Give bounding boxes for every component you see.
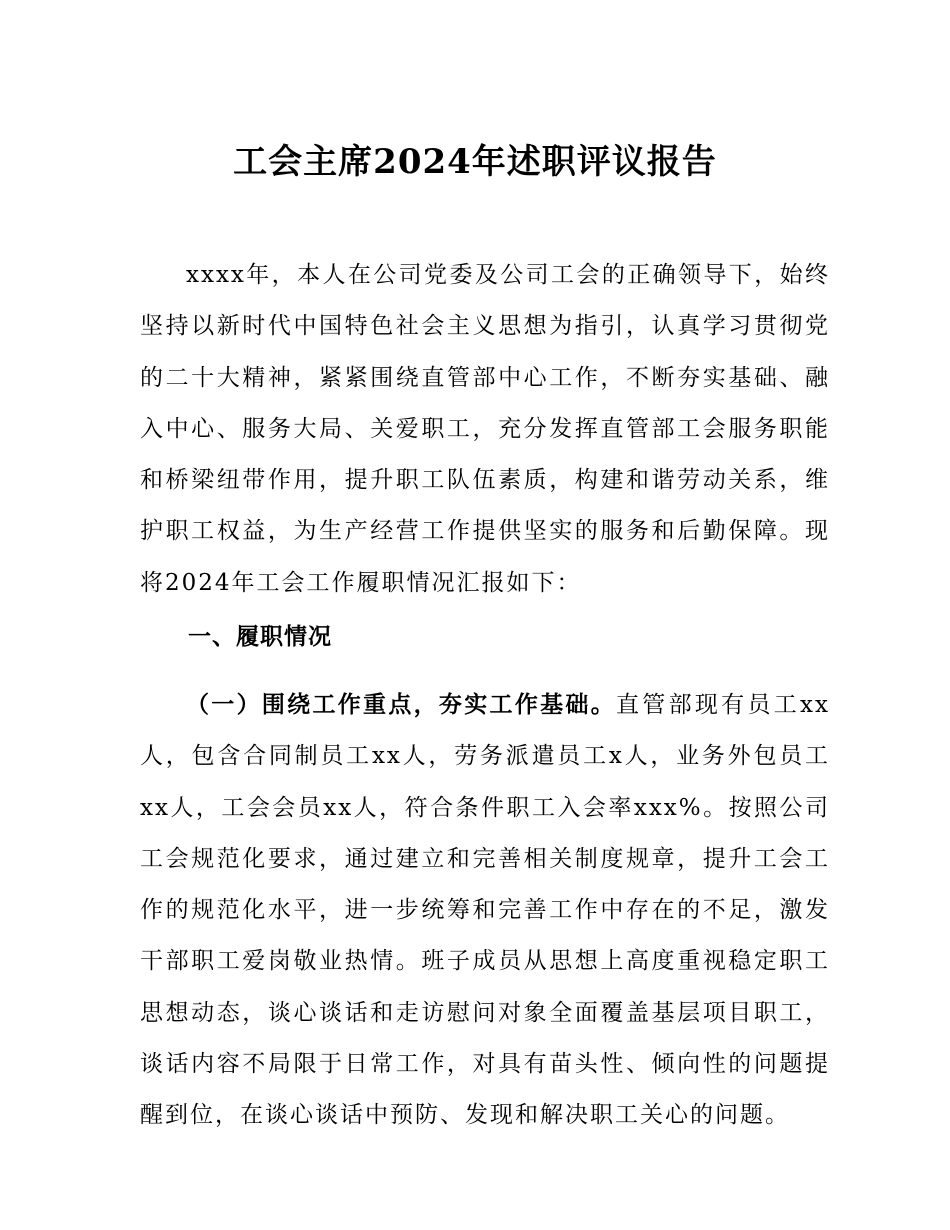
- subsection-paragraph-container: [140, 680, 830, 1142]
- intro-paragraph-container: [140, 250, 830, 609]
- intro-paragraph: xxxx年，本人在公司党委及公司工会的正确领导下，始终坚持以新时代中国特色社会主义思想为指引，认真学习贯彻党的二十大精神，紧紧围绕直管部中心工作，不断夯实基础、融入中心、服务大局、关爱职工，充分发挥直管部工会服务职能和桥梁纽带作用，提升职工队伍素质，构建和谐劳动关系，维护职工权益，为生产经营工作提供坚实的服务和后勤保障。现将2024年工会工作履职情况汇报如下：: [140, 262, 830, 596]
- document-title: 工会主席2024年述职评议报告: [233, 141, 717, 182]
- subsection-paragraph: [140, 680, 830, 1142]
- subsection-text: 直管部现有员工xx人，包含合同制员工xx人，劳务派遣员工x人，业务外包员工xx人，工会会员xx人，符合条件职工入会率xxx%。按照公司工会规范化要求，通过建立和完善相关制度规章，提升工会工作的规范化水平，进一步统筹和完善工作中存在的不足，激发干部职工爱岗敬业热情。班子成员从思想上高度重视稳定职工思想动态，谈心谈话和走访慰问对象全面覆盖基层项目职工，谈话内容不局限于日常工作，对具有苗头性、倾向性的问题提醒到位，在谈心谈话中预防、发现和解决职工关心的问题。: [140, 692, 830, 1129]
- subsection-lead: （一）围绕工作重点，夯实工作基础。: [186, 692, 616, 718]
- section-heading-1: 一、履职情况: [188, 624, 332, 650]
